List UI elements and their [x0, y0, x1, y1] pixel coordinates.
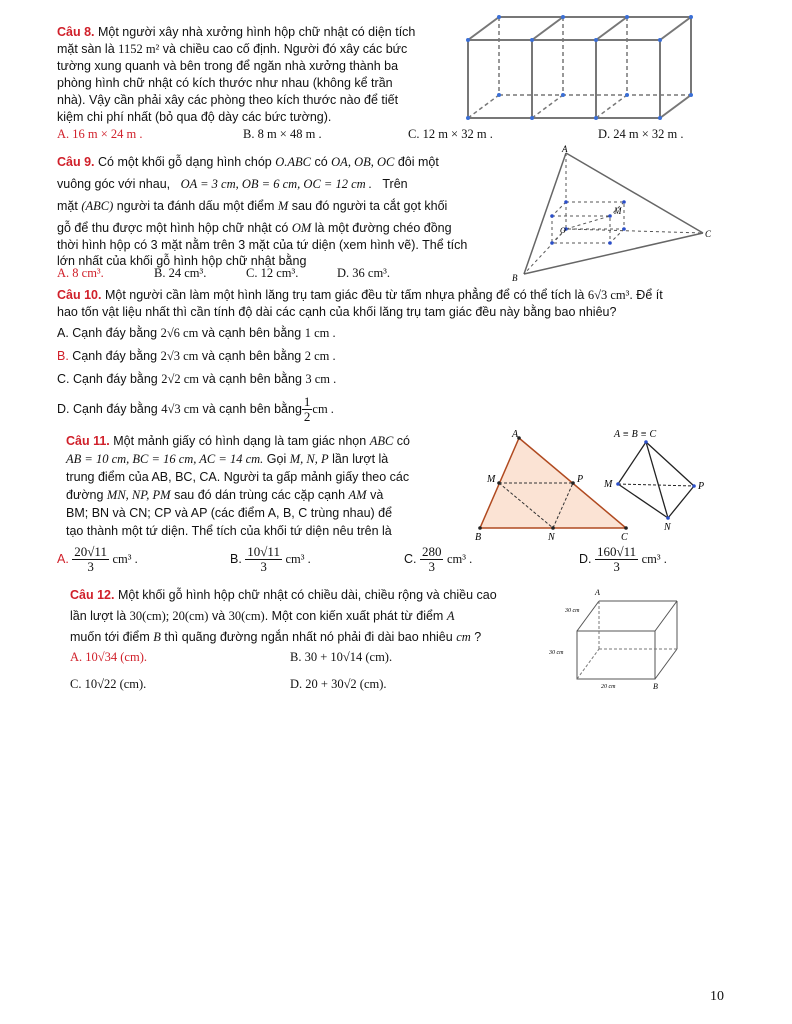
q11-unit: cm³ .: [112, 551, 138, 566]
q10-option-b[interactable]: [57, 349, 336, 364]
q9-text: Có một khối gỗ dạng hình chóp: [98, 155, 272, 169]
q9-option-d-text: D. 36 cm³.: [337, 266, 391, 280]
q9-text: là một đường chéo đồng: [314, 221, 452, 235]
q10-option-c[interactable]: [57, 372, 336, 387]
q11-text: lần lượt là: [332, 452, 389, 466]
q11-option-c[interactable]: [404, 545, 472, 574]
q11-text: đường: [66, 488, 104, 502]
q12-math: 30(cm): [228, 609, 265, 623]
q9-text: đôi một: [397, 155, 439, 169]
q11-option-letter: D.: [579, 551, 592, 566]
q10-option-math: 1 cm .: [304, 326, 336, 340]
q12-math: cm: [456, 630, 471, 644]
q11-option-letter: C.: [404, 551, 417, 566]
q10-option-text: A. Cạnh đáy bằng: [57, 326, 158, 340]
q10-option-d[interactable]: [57, 395, 334, 424]
q10-label: Câu 10.: [57, 288, 102, 302]
q12-option-a-text: A. 10√34 (cm).: [70, 650, 147, 664]
q11-fig-label-n: N: [548, 532, 555, 543]
q12-option-a[interactable]: [70, 650, 147, 665]
q11-unit: cm³ .: [285, 551, 311, 566]
q12-text: Một khối gỗ hình hộp chữ nhật có chiều dài, chiều rộng và chiều cao: [117, 588, 497, 602]
q11-option-d[interactable]: [579, 545, 667, 574]
q9-text: có: [314, 155, 328, 169]
q11-text: Gọi: [266, 452, 287, 466]
q11-tetrahedron-figure: [600, 424, 720, 534]
q8-option-d-text: D. 24 m × 32 m .: [598, 127, 684, 141]
q11-fig-label-abc: A ≡ B ≡ C: [614, 429, 657, 440]
q9-math: (ABC): [81, 199, 114, 213]
q10-text: hao tốn vật liệu nhất thì cần tính độ dài các cạnh của khối lăng trụ tam giác đều này bằng bao nhiêu?: [57, 305, 617, 319]
q12-math: 30(cm); 20(cm): [129, 609, 209, 623]
q10-option-text: và cạnh bên bằng: [201, 349, 302, 363]
q11-option-a-fraction: [72, 545, 109, 574]
q12-text: lần lượt là: [70, 609, 127, 623]
fraction-denominator: 3: [613, 559, 620, 574]
q10-option-math: 4√3 cm: [161, 401, 200, 416]
q8-area: 1152 m²: [118, 42, 160, 56]
q9-math: O.ABC: [275, 155, 311, 169]
q9-text: sau đó người ta cắt gọt khối: [291, 199, 448, 213]
q8-line: Một người xây nhà xưởng hình hộp chữ nhật có diện tích: [98, 25, 416, 39]
q8-option-d[interactable]: [598, 127, 684, 142]
page-number: 10: [710, 989, 724, 1004]
q9-fig-label-m: M: [614, 206, 622, 216]
q9-option-b[interactable]: [154, 266, 206, 281]
q11-fig-tetra-n: N: [664, 522, 671, 533]
q12-box-figure: [545, 584, 695, 692]
q11-fig-tetra-p: P: [698, 481, 705, 492]
q11-option-b-fraction: [245, 545, 282, 574]
fraction-denominator: 3: [260, 559, 267, 574]
q12-option-c-text: C. 10√22 (cm).: [70, 677, 147, 691]
q12-option-d-text: D. 20 + 30√2 (cm).: [290, 677, 387, 691]
q8-option-b[interactable]: [243, 127, 322, 142]
q9-option-b-text: B. 24 cm³.: [154, 266, 207, 280]
q9-text: lớn nhất của khối gỗ hình hộp chữ nhật bằng: [57, 254, 307, 268]
q11-text: tạo thành một tứ diện. Thể tích của khối tứ diện nêu trên là: [66, 524, 392, 538]
q8-line: kiệm chi phí nhất (bỏ qua độ dày các bức tường).: [57, 110, 332, 124]
q12-text: . Một con kiến xuất phát từ điểm: [264, 609, 444, 623]
q8-option-c[interactable]: [408, 127, 493, 142]
q12-fig-label-top: 30 cm: [565, 608, 580, 614]
fraction-numerator: 20√11: [74, 544, 107, 559]
q11-option-letter: B.: [230, 551, 242, 566]
q11-text: có: [396, 434, 410, 448]
q12-text: muốn tới điểm: [70, 630, 150, 644]
q10-option-text: và cạnh bên bằng: [202, 372, 302, 386]
question-9-text: [57, 151, 497, 269]
q9-option-a[interactable]: [57, 266, 104, 281]
q11-fig-label-c: C: [621, 532, 628, 543]
q8-option-b-text: B. 8 m × 48 m .: [243, 127, 322, 141]
q12-fig-label-a: A: [595, 588, 600, 597]
q11-math: AM: [348, 488, 367, 502]
q10-option-math: 2√2 cm: [161, 372, 200, 386]
question-8-text: [57, 24, 447, 126]
q9-fig-label-a: A: [562, 144, 568, 154]
fraction-numerator: 1: [303, 394, 311, 409]
q11-text: trung điểm của AB, BC, CA. Người ta gấp mảnh giấy theo các: [66, 470, 410, 484]
fraction-denominator: 3: [87, 559, 94, 574]
question-12-text: [70, 585, 540, 648]
q9-math: OA, OB, OC: [331, 155, 395, 169]
q10-option-math: 3 cm .: [305, 372, 337, 386]
q10-option-math: 2√6 cm: [160, 326, 199, 340]
q10-option-text: Cạnh đáy bằng: [72, 349, 158, 363]
q12-option-b-text: B. 30 + 10√14 (cm).: [290, 650, 393, 664]
q12-text: và: [211, 609, 226, 623]
q10-option-text: và cạnh bên bằng: [201, 326, 302, 340]
q12-fig-label-side: 30 cm: [549, 650, 564, 656]
q12-fig-label-b: B: [653, 682, 658, 691]
q11-text: và: [370, 488, 384, 502]
q11-unit: cm³ .: [446, 551, 473, 566]
q11-text: sau đó dán trùng các cặp cạnh: [174, 488, 346, 502]
q10-option-math: 2 cm .: [304, 349, 336, 363]
q12-math: B: [153, 630, 161, 644]
q10-option-text: và cạnh bên bằng: [202, 401, 302, 416]
q12-text: thì quãng đường ngắn nhất nó phải đi dài bao nhiêu: [164, 630, 453, 644]
q11-unit: cm³ .: [641, 551, 667, 566]
q11-text: Một mảnh giấy có hình dạng là tam giác nhọn: [113, 434, 367, 448]
q9-math: M: [277, 199, 289, 213]
q9-text: mặt: [57, 199, 78, 213]
q8-option-a-text: A. 16 m × 24 m .: [57, 127, 143, 141]
q12-math: A: [446, 609, 455, 623]
fraction-numerator: 10√11: [247, 544, 280, 559]
fraction-numerator: 160√11: [596, 544, 637, 559]
q9-label: Câu 9.: [57, 155, 95, 169]
q10-volume: 6√3 cm³: [587, 288, 630, 302]
q10-text: . Để ít: [629, 288, 663, 302]
q9-math: OA = 3 cm, OB = 6 cm, OC = 12 cm .: [180, 177, 372, 191]
q11-option-c-fraction: [420, 545, 444, 574]
q10-text: Một người cần làm một hình lăng trụ tam giác đều từ tấm nhựa phẳng để có thể tích là: [104, 288, 585, 302]
q11-option-d-fraction: [595, 545, 638, 574]
q10-option-text: D. Cạnh đáy bằng: [57, 401, 158, 416]
q11-math: ABC: [369, 434, 394, 448]
q8-line: mặt sàn là: [57, 42, 115, 56]
q11-math: M, N, P: [289, 452, 329, 466]
q8-line: và chiều cao cố định. Người đó xây các bức: [162, 42, 408, 56]
q9-text: gỗ để thu được một hình hộp chữ nhật có: [57, 221, 289, 235]
q12-fig-label-bottom: 20 cm: [601, 684, 616, 690]
question-11-text: [66, 432, 460, 540]
q12-option-b[interactable]: [290, 650, 392, 665]
q9-option-d[interactable]: [337, 266, 390, 281]
q8-line: nhà). Vậy cần phải xây các phòng theo kích thước nào để tiết: [57, 93, 399, 107]
q9-tetrahedron-figure: [508, 143, 718, 285]
q10-option-a[interactable]: [57, 326, 336, 341]
q11-option-b[interactable]: [230, 545, 311, 574]
q9-text: thời hình hộp có 3 mặt nằm trên 3 mặt của tứ diện (xem hình vẽ). Thể tích: [57, 238, 468, 252]
q8-line: tường xung quanh và bên trong để ngăn nhà xưởng thành ba: [57, 59, 399, 73]
q9-text: vuông góc với nhau,: [57, 177, 171, 191]
q9-option-a-text: A. 8 cm³.: [57, 266, 104, 280]
q9-math: OM: [291, 221, 312, 235]
q9-text: Trên: [382, 177, 408, 191]
q9-fig-label-o: O: [560, 226, 566, 235]
q8-line: phòng hình chữ nhật có kích thước như nhau (không kể trần: [57, 76, 393, 90]
q10-option-math: 2√3 cm: [160, 349, 199, 363]
q11-option-a[interactable]: [57, 545, 138, 574]
q8-option-a[interactable]: [57, 127, 143, 142]
q12-label: Câu 12.: [70, 588, 115, 602]
q11-fig-label-a: A: [512, 429, 519, 440]
q9-fig-label-b: B: [512, 273, 518, 283]
q8-option-c-text: C. 12 m × 32 m .: [408, 127, 493, 141]
q11-fig-label-p: P: [577, 474, 584, 485]
q10-option-math: cm .: [312, 401, 334, 416]
q11-fig-label-m: M: [487, 474, 496, 485]
q11-math: MN, NP, PM: [106, 488, 171, 502]
q11-math: AB = 10 cm, BC = 16 cm, AC = 14 cm.: [66, 452, 264, 466]
q11-fig-tetra-m: M: [604, 479, 613, 490]
q9-option-c[interactable]: [246, 266, 298, 281]
question-10-text: [57, 287, 747, 321]
q12-option-d[interactable]: [290, 677, 387, 692]
q9-option-c-text: C. 12 cm³.: [246, 266, 299, 280]
q11-label: Câu 11.: [66, 434, 110, 448]
fraction-numerator: 280: [421, 544, 442, 559]
q8-label: Câu 8.: [57, 25, 95, 39]
q10-option-d-fraction: [302, 395, 313, 424]
q8-warehouse-figure: [463, 10, 708, 125]
fraction-denominator: 2: [303, 409, 311, 424]
q12-option-c[interactable]: [70, 677, 146, 692]
q12-text: ?: [474, 630, 482, 644]
q9-text: người ta đánh dấu một điểm: [116, 199, 275, 213]
q9-fig-label-c: C: [705, 229, 712, 239]
fraction-denominator: 3: [428, 559, 435, 574]
q11-option-letter: A.: [57, 551, 69, 566]
q11-text: BM; BN và CN; CP và AP (các điểm A, B, C trùng nhau) để: [66, 506, 393, 520]
q10-option-letter: B.: [57, 349, 69, 363]
q11-fig-label-b: B: [475, 532, 482, 543]
q10-option-text: C. Cạnh đáy bằng: [57, 372, 158, 386]
